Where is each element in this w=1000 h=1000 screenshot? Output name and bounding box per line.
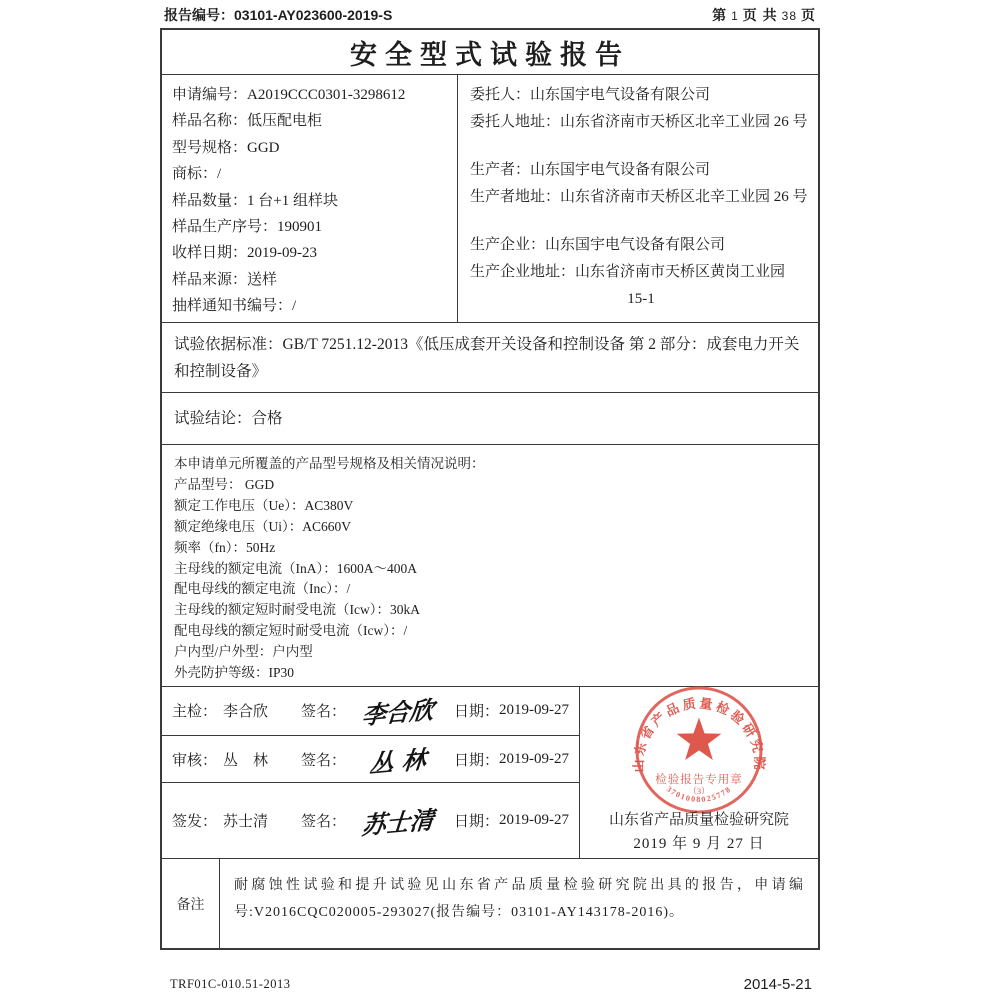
- reviewer-date: 2019-09-27: [499, 750, 570, 767]
- approver-name: 苏士清: [223, 814, 269, 831]
- seal-star-icon: [677, 717, 722, 760]
- form-revision-date: 2014-5-21: [743, 976, 812, 993]
- reviewer-name: 丛 林: [223, 752, 269, 769]
- receive-date: 收样日期：2019-09-23: [172, 245, 317, 262]
- trademark: 商标：/: [172, 166, 222, 183]
- sample-quantity: 样品数量：1 台+1 组样块: [172, 192, 338, 209]
- sample-name: 样品名称：低压配电柜: [172, 113, 323, 130]
- test-standard-row: 试验依据标准：GB/T 7251.12-2013《低压成套开关设备和控制设备 第 2 部分：成套电力开关和控制设备》: [162, 322, 818, 392]
- indoor-outdoor-type: 户内型/户外型：户内型: [174, 644, 313, 660]
- manufacturer-group: [470, 232, 812, 313]
- approver-label: 签发：: [172, 814, 218, 831]
- producer-address: 生产者地址：山东省济南市天桥区北辛工业园 26 号: [470, 189, 808, 205]
- date-label: 日期：: [454, 752, 500, 769]
- sample-serial: 样品生产序号：190901: [172, 219, 323, 236]
- product-specs-section: [162, 444, 818, 686]
- seal-serial-number: 3701008025778: [664, 784, 734, 804]
- chief-inspector-signature: 李合欣: [360, 696, 435, 731]
- sample-source: 样品来源：送样: [172, 271, 278, 288]
- sign-label: 签名：: [301, 752, 347, 769]
- rated-working-voltage: 额定工作电压（Ue）：AC380V: [174, 497, 354, 513]
- rated-insulation-voltage: 额定绝缘电压（Ui）：AC660V: [174, 518, 352, 534]
- client-info-cell: [458, 75, 818, 322]
- main-busbar-rated-current: 主母线的额定电流（InA）：1600A～400A: [174, 560, 417, 576]
- distribution-busbar-withstand-current: 配电母线的额定短时耐受电流（Icw）：/: [174, 623, 408, 639]
- signature-rows: [162, 687, 579, 858]
- sign-label: 签名：: [301, 814, 347, 831]
- report-title: 安全型式试验报告: [350, 39, 630, 70]
- approver-date: 2019-09-27: [499, 812, 570, 829]
- page-indicator: [712, 5, 816, 25]
- manufacturer-address: 生产企业地址：山东省济南市天桥区黄岗工业园: [470, 264, 786, 280]
- sample-info-left-cell: [162, 75, 458, 322]
- report-document: [160, 0, 820, 993]
- client-address: 委托人地址：山东省济南市天桥区北辛工业园 26 号: [470, 114, 808, 130]
- page-header: [160, 0, 820, 28]
- remark-label: 备注: [162, 859, 220, 948]
- approver-row: [162, 782, 579, 858]
- distribution-busbar-rated-current: 配电母线的额定电流（Inc）：/: [174, 581, 351, 597]
- remark-section: [162, 858, 818, 948]
- signature-section: [162, 686, 818, 858]
- reviewer-signature: 丛 林: [368, 744, 428, 779]
- report-table: [160, 28, 820, 950]
- total-page-number: 38: [781, 9, 797, 23]
- issue-date: 2019 年 9 月 27 日: [633, 836, 765, 852]
- manufacturer-address-cont: 15-1: [627, 291, 655, 307]
- main-busbar-withstand-current: 主母线的额定短时耐受电流（Icw）：30kA: [174, 602, 420, 618]
- product-model: 产品型号： GGD: [174, 476, 275, 492]
- current-page-number: 1: [731, 9, 739, 23]
- enclosure-protection-rating: 外壳防护等级：IP30: [174, 665, 295, 681]
- manufacturer-name: 生产企业：山东国宇电气设备有限公司: [470, 237, 726, 253]
- chief-inspector-name: 李合欣: [223, 704, 269, 721]
- issuing-organization: 山东省产品质量检验研究院: [608, 812, 789, 828]
- producer-name: 生产者：山东国宇电气设备有限公司: [470, 162, 711, 178]
- chief-inspector-label: 主检：: [172, 704, 218, 721]
- reviewer-label: 审核：: [172, 752, 218, 769]
- page-word: 第: [712, 7, 728, 23]
- page-of-word: 页 共: [742, 7, 778, 23]
- stamp-cell: [579, 687, 818, 858]
- producer-group: [470, 157, 812, 211]
- client-name: 委托人：山东国宇电气设备有限公司: [470, 87, 711, 103]
- seal-sub-text: （3）: [688, 786, 710, 796]
- chief-inspector-date: 2019-09-27: [499, 702, 570, 719]
- page-word-suffix: 页: [801, 7, 816, 23]
- inspection-seal-icon: [619, 684, 779, 822]
- approver-signature: 苏士清: [360, 805, 435, 841]
- sampling-notice-no: 抽样通知书编号：/: [172, 298, 297, 315]
- page-footer: [160, 976, 820, 993]
- reviewer-row: [162, 735, 579, 783]
- date-label: 日期：: [454, 814, 500, 831]
- remark-text: 耐腐蚀性试验和提升试验见山东省产品质量检验研究院出具的报告，申请编号:V2016CQC020005-293027(报告编号：03101-AY143178-2016)。: [234, 878, 804, 920]
- specs-intro: 本申请单元所覆盖的产品型号规格及相关情况说明：: [174, 456, 485, 471]
- report-number: 报告编号：03101-AY023600-2019-S: [164, 7, 393, 23]
- seal-center-text: 检验报告专用章: [655, 774, 743, 786]
- chief-inspector-row: [162, 687, 579, 735]
- sign-label: 签名：: [301, 704, 347, 721]
- date-label: 日期：: [454, 704, 500, 721]
- test-conclusion-row: 试验结论：合格: [162, 392, 818, 444]
- form-template-number: TRF01C-010.51-2013: [170, 977, 291, 991]
- model-spec: 型号规格：GGD: [172, 139, 280, 156]
- client-group: [470, 82, 812, 136]
- application-number: 申请编号：A2019CCC0301-3298612: [172, 87, 406, 103]
- sample-info-section: [162, 74, 818, 322]
- frequency: 频率（fn）：50Hz: [174, 539, 276, 555]
- seal-arc-text: 山东省产品质量检验研究院: [630, 695, 768, 773]
